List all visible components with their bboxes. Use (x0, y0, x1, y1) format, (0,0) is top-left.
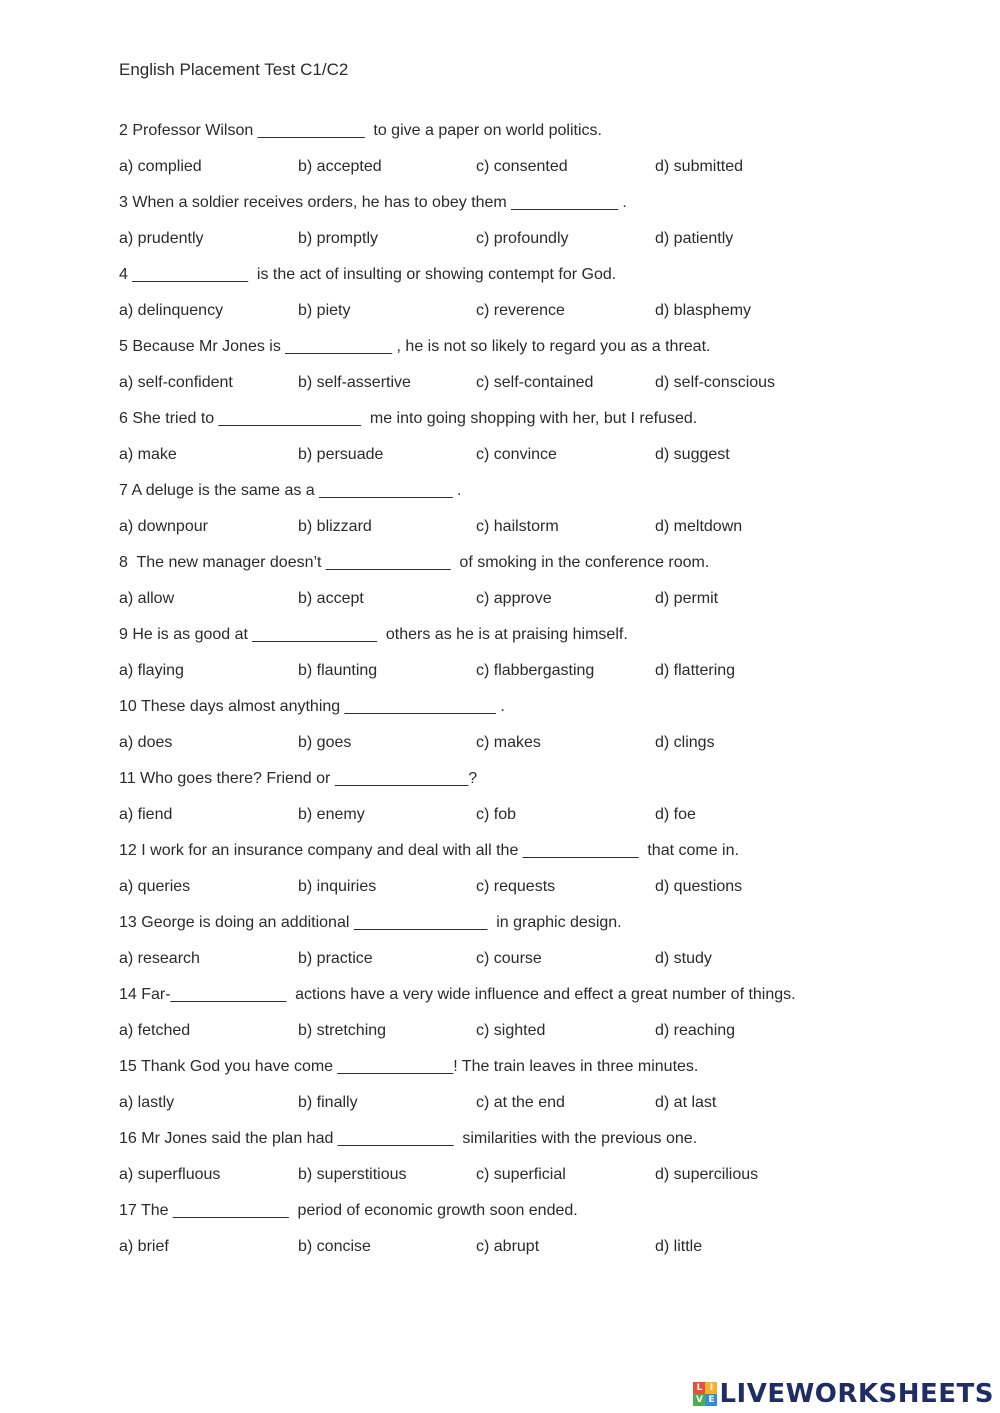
question-text: 4 _____________ is the act of insulting or showing contempt for God. (119, 266, 617, 283)
option-b[interactable]: b) stretching (298, 1022, 387, 1039)
option-b[interactable]: b) enemy (298, 806, 365, 823)
option-c[interactable]: c) approve (476, 590, 552, 607)
option-a[interactable]: a) delinquency (119, 302, 224, 319)
option-c[interactable]: c) course (476, 950, 542, 967)
option-b[interactable]: b) concise (298, 1238, 371, 1255)
option-b[interactable]: b) piety (298, 302, 351, 319)
option-b[interactable]: b) superstitious (298, 1166, 407, 1183)
option-a[interactable]: a) make (119, 446, 177, 463)
question-text: 3 When a soldier receives orders, he has to obey them ____________ . (119, 194, 627, 211)
option-a[interactable]: a) complied (119, 158, 202, 175)
answer-options (119, 1018, 919, 1044)
option-a[interactable]: a) self-confident (119, 374, 233, 391)
option-b[interactable]: b) finally (298, 1094, 358, 1111)
option-a[interactable]: a) superfluous (119, 1166, 221, 1183)
option-d[interactable]: d) reaching (655, 1022, 736, 1039)
question-item (119, 1126, 919, 1198)
option-d[interactable]: d) questions (655, 878, 743, 895)
option-d[interactable]: d) meltdown (655, 518, 743, 535)
option-c[interactable]: c) makes (476, 734, 541, 751)
option-d[interactable]: d) at last (655, 1094, 717, 1111)
question-text: 2 Professor Wilson ____________ to give a paper on world politics. (119, 122, 602, 139)
question-item (119, 838, 919, 910)
question-text: 5 Because Mr Jones is ____________ , he is not so likely to regard you as a threat. (119, 338, 711, 355)
option-c[interactable]: c) profoundly (476, 230, 569, 247)
question-text: 11 Who goes there? Friend or _______________? (119, 770, 478, 787)
option-d[interactable]: d) clings (655, 734, 715, 751)
question-text: 16 Mr Jones said the plan had _____________ similarities with the previous one. (119, 1130, 698, 1147)
question-item (119, 766, 919, 838)
answer-options (119, 658, 919, 684)
question-text: 9 He is as good at ______________ others as he is at praising himself. (119, 626, 628, 643)
question-text: 12 I work for an insurance company and deal with all the _____________ that come in. (119, 842, 739, 859)
option-d[interactable]: d) submitted (655, 158, 744, 175)
liveworksheets-logo-icon (693, 1382, 717, 1406)
option-d[interactable]: d) flattering (655, 662, 736, 679)
option-b[interactable]: b) goes (298, 734, 352, 751)
option-b[interactable]: b) blizzard (298, 518, 372, 535)
option-c[interactable]: c) sighted (476, 1022, 546, 1039)
question-text: 10 These days almost anything _________________ . (119, 698, 505, 715)
option-a[interactable]: a) research (119, 950, 200, 967)
option-a[interactable]: a) queries (119, 878, 191, 895)
question-item (119, 694, 919, 766)
option-d[interactable]: d) little (655, 1238, 703, 1255)
answer-options (119, 298, 919, 324)
option-b[interactable]: b) persuade (298, 446, 384, 463)
question-item (119, 406, 919, 478)
answer-options (119, 442, 919, 468)
answer-options (119, 1090, 919, 1116)
watermark-text: LIVEWORKSHEETS (719, 1379, 994, 1409)
option-b[interactable]: b) self-assertive (298, 374, 411, 391)
question-text: 14 Far-_____________ actions have a very wide influence and effect a great number of things. (119, 986, 796, 1003)
option-a[interactable]: a) prudently (119, 230, 204, 247)
answer-options (119, 946, 919, 972)
question-text: 15 Thank God you have come _____________! The train leaves in three minutes. (119, 1058, 699, 1075)
question-list (119, 118, 919, 1270)
option-c[interactable]: c) superficial (476, 1166, 566, 1183)
question-item (119, 478, 919, 550)
question-item (119, 550, 919, 622)
option-b[interactable]: b) accept (298, 590, 364, 607)
answer-options (119, 586, 919, 612)
answer-options (119, 514, 919, 540)
question-item (119, 118, 919, 190)
logo-letter: L (693, 1382, 705, 1394)
option-a[interactable]: a) does (119, 734, 173, 751)
question-item (119, 622, 919, 694)
answer-options (119, 1162, 919, 1188)
answer-options (119, 226, 919, 252)
question-text: 13 George is doing an additional _______________ in graphic design. (119, 914, 622, 931)
question-item (119, 1198, 919, 1270)
option-c[interactable]: c) hailstorm (476, 518, 559, 535)
question-item (119, 190, 919, 262)
question-text: 6 She tried to ________________ me into going shopping with her, but I refused. (119, 410, 698, 427)
logo-letter: V (693, 1394, 705, 1406)
option-c[interactable]: c) reverence (476, 302, 565, 319)
answer-options (119, 1234, 919, 1260)
liveworksheets-watermark (693, 1379, 994, 1409)
option-d[interactable]: d) foe (655, 806, 696, 823)
option-d[interactable]: d) suggest (655, 446, 730, 463)
question-text: 7 A deluge is the same as a _______________ . (119, 482, 462, 499)
option-b[interactable]: b) practice (298, 950, 373, 967)
option-a[interactable]: a) fiend (119, 806, 173, 823)
question-item (119, 982, 919, 1054)
option-c[interactable]: c) self-contained (476, 374, 594, 391)
answer-options (119, 730, 919, 756)
answer-options (119, 154, 919, 180)
option-a[interactable]: a) allow (119, 590, 175, 607)
answer-options (119, 370, 919, 396)
option-c[interactable]: c) fob (476, 806, 517, 823)
option-b[interactable]: b) promptly (298, 230, 379, 247)
option-a[interactable]: a) brief (119, 1238, 169, 1255)
option-d[interactable]: d) self-conscious (655, 374, 776, 391)
option-c[interactable]: c) consented (476, 158, 568, 175)
option-a[interactable]: a) fetched (119, 1022, 191, 1039)
option-b[interactable]: b) inquiries (298, 878, 377, 895)
option-d[interactable]: d) supercilious (655, 1166, 759, 1183)
option-d[interactable]: d) permit (655, 590, 719, 607)
option-a[interactable]: a) downpour (119, 518, 208, 535)
question-text: 17 The _____________ period of economic growth soon ended. (119, 1202, 578, 1219)
option-c[interactable]: c) at the end (476, 1094, 565, 1111)
question-item (119, 334, 919, 406)
option-a[interactable]: a) flaying (119, 662, 184, 679)
question-item (119, 910, 919, 982)
answer-options (119, 874, 919, 900)
option-d[interactable]: d) patiently (655, 230, 734, 247)
answer-options (119, 802, 919, 828)
page-title: English Placement Test C1/C2 (119, 60, 349, 79)
option-b[interactable]: b) accepted (298, 158, 382, 175)
option-d[interactable]: d) blasphemy (655, 302, 752, 319)
logo-letter: E (705, 1394, 717, 1406)
option-b[interactable]: b) flaunting (298, 662, 378, 679)
logo-letter: I (705, 1382, 717, 1394)
question-text: 8 The new manager doesn’t ______________ of smoking in the conference room. (119, 554, 710, 571)
option-c[interactable]: c) flabbergasting (476, 662, 595, 679)
question-item (119, 262, 919, 334)
option-a[interactable]: a) lastly (119, 1094, 175, 1111)
option-c[interactable]: c) requests (476, 878, 556, 895)
option-c[interactable]: c) convince (476, 446, 557, 463)
option-d[interactable]: d) study (655, 950, 712, 967)
option-c[interactable]: c) abrupt (476, 1238, 540, 1255)
question-item (119, 1054, 919, 1126)
